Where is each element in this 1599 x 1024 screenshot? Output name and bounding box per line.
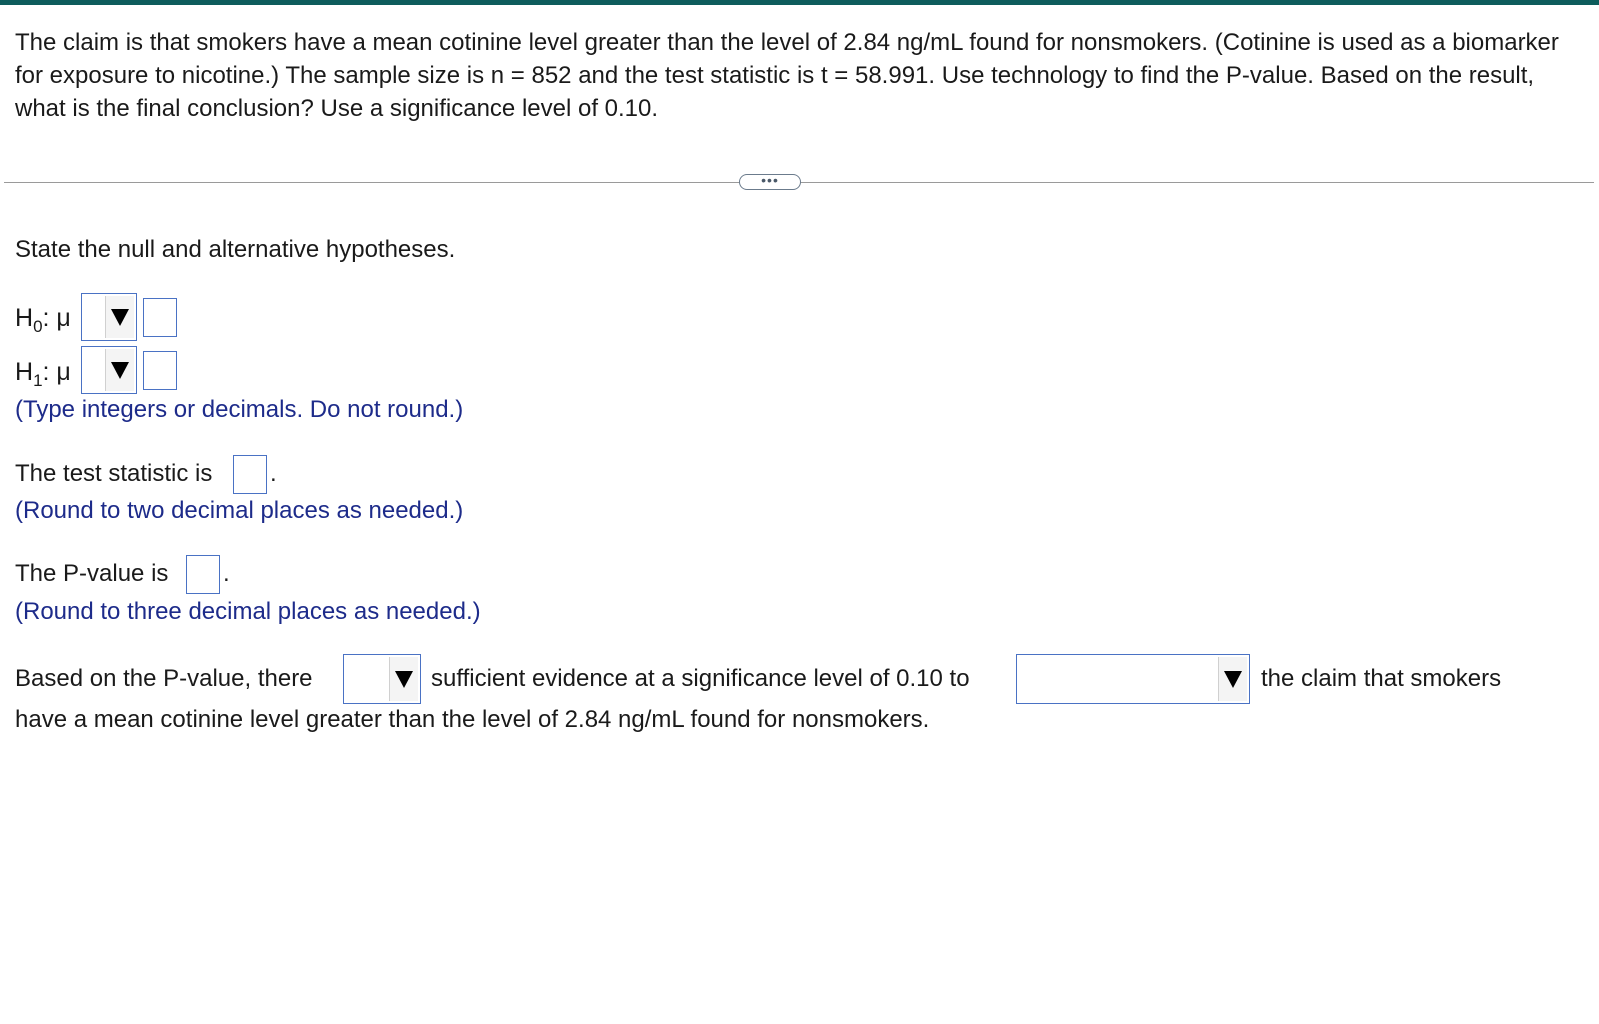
p-value-hint: (Round to three decimal places as needed.)	[15, 598, 481, 625]
h1-relation-dropdown[interactable]	[81, 346, 137, 394]
h1-dropdown-arrow[interactable]	[105, 349, 134, 391]
triangle-down-icon	[395, 671, 413, 688]
conclusion-text-part2: sufficient evidence at a significance level of 0.10 to	[431, 665, 970, 692]
p-value-input[interactable]	[186, 555, 220, 594]
conclusion-text-part3: the claim that smokers	[1261, 665, 1502, 692]
h1-letter: H	[15, 358, 34, 386]
triangle-down-icon	[111, 309, 129, 326]
h1-mu: : μ	[42, 358, 71, 386]
p-value-label: The P-value is	[15, 560, 169, 587]
test-statistic-label: The test statistic is	[15, 460, 213, 487]
h0-value-input[interactable]	[143, 298, 177, 337]
p-value-period: .	[223, 560, 230, 587]
triangle-down-icon	[1224, 671, 1242, 688]
question-text: The claim is that smokers have a mean cotinine level greater than the level of 2.84 ng/mL found for nonsmokers. (Cotinine is used as a biomarker for exposure to nicotine.) The sample size is n = 852 and the test statistic is t = 58.991. Use technology to find the P-value. Based on the result, what is the final conclusion? Use a significance level of 0.10.	[15, 29, 1559, 122]
test-statistic-hint: (Round to two decimal places as needed.)	[15, 497, 464, 524]
conclusion-text-line2: have a mean cotinine level greater than the level of 2.84 ng/mL found for nonsmokers.	[15, 706, 930, 733]
conclusion-text-part1: Based on the P-value, there	[15, 665, 313, 692]
h0-dropdown-arrow[interactable]	[105, 296, 134, 338]
h0-subscript: 0	[33, 317, 43, 336]
h1-label	[15, 358, 71, 395]
claim-action-dropdown[interactable]	[1016, 654, 1250, 704]
evidence-dropdown[interactable]	[343, 654, 421, 704]
h1-value-input[interactable]	[143, 351, 177, 390]
h0-relation-dropdown[interactable]	[81, 293, 137, 341]
h0-label	[15, 304, 71, 341]
test-statistic-input[interactable]	[233, 455, 267, 494]
claim-action-dropdown-arrow[interactable]	[1218, 657, 1247, 701]
test-statistic-period: .	[270, 460, 277, 487]
hypotheses-prompt: State the null and alternative hypotheses.	[15, 236, 456, 263]
evidence-dropdown-arrow[interactable]	[389, 657, 418, 701]
triangle-down-icon	[111, 362, 129, 379]
expand-more-button[interactable]: •••	[739, 174, 801, 190]
h0-mu: : μ	[42, 304, 71, 332]
h1-subscript: 1	[33, 371, 43, 390]
hypotheses-hint: (Type integers or decimals. Do not round.)	[15, 396, 464, 423]
h0-letter: H	[15, 304, 34, 332]
top-accent-bar	[0, 0, 1599, 5]
